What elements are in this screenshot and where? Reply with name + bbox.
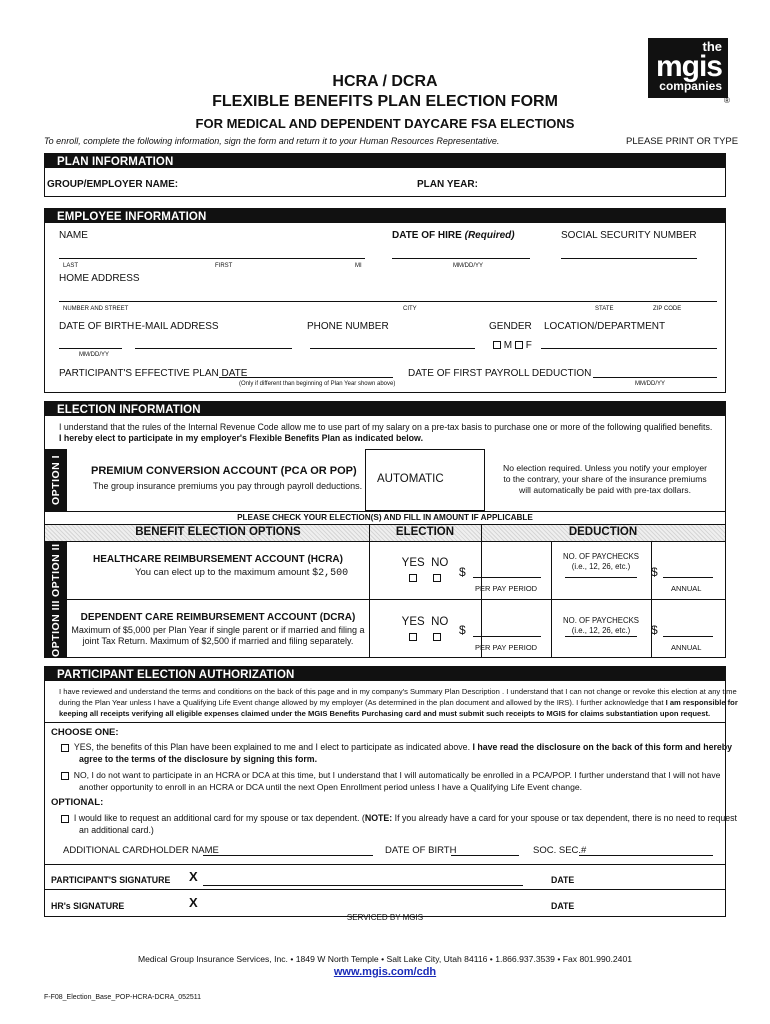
dcra-title: DEPENDENT CARE REIMBURSEMENT ACCOUNT (DCRA) — [80, 612, 356, 623]
dob-format-label: MM/DD/YY — [79, 352, 109, 358]
card-text-1b: NOTE: — [364, 813, 393, 823]
city-label: CITY — [403, 306, 417, 312]
hr-date-label: DATE — [551, 901, 575, 911]
ssn-field[interactable] — [561, 258, 697, 259]
dcra-paychecks-field[interactable] — [565, 636, 637, 637]
dcra-yes-label: YES — [401, 616, 425, 628]
addl-soc-field[interactable] — [579, 855, 713, 856]
plan-section — [44, 153, 726, 197]
dcra-sub-1: Maximum of $5,000 per Plan Year if single parent or if married and filing a — [71, 625, 365, 635]
hcra-max: $2,500 — [312, 568, 349, 579]
pca-note-2: to the contrary, your share of the insurance premiums — [503, 474, 707, 484]
gender-f-checkbox[interactable] — [515, 341, 523, 349]
pca-note-3: will automatically be paid with pre-tax dollars. — [519, 485, 691, 495]
auth-para-2a: during the Plan Year unless I have a Qualifying Life Event change allowed by my employer (As determined in the plan document and allowed by the IRS). I further acknowledge that — [59, 698, 664, 707]
hcra-annual-dollar: $ — [651, 565, 658, 579]
payroll-date-field[interactable] — [593, 377, 717, 378]
pca-note-1: No election required. Unless you notify your employer — [503, 463, 707, 473]
hcra-no-checkbox[interactable] — [433, 574, 441, 582]
name-field[interactable] — [59, 258, 365, 259]
ssn-label: SOCIAL SECURITY NUMBER — [561, 230, 697, 241]
plan-year-label: PLAN YEAR: — [417, 179, 478, 190]
title-line1: HCRA / DCRA — [332, 73, 438, 90]
hire-label — [392, 230, 515, 241]
election-para2: I hereby elect to participate in my employer's Flexible Benefits Plan as indicated below. — [59, 433, 424, 443]
hr-signature-x: X — [189, 895, 198, 910]
no-text-2: another opportunity to enroll in an HCRA or DCA until the next Open Enrollment period unless I have a Qualifying Life Event change. — [79, 782, 583, 792]
plan-header: PLAN INFORMATION — [45, 154, 725, 168]
yes-option — [61, 742, 732, 752]
home-address-label: HOME ADDRESS — [59, 273, 140, 284]
hcra-amount-field[interactable] — [473, 577, 541, 578]
logo-companies: companies — [659, 79, 722, 93]
hire-format-label: MM/DD/YY — [453, 263, 483, 269]
col-election: ELECTION — [395, 526, 455, 538]
serviced-by: SERVICED BY MGIS — [346, 913, 424, 922]
zip-label: ZIP CODE — [653, 306, 682, 312]
pca-automatic: AUTOMATIC — [377, 473, 444, 485]
check-note: PLEASE CHECK YOUR ELECTION(S) AND FILL IN AMOUNT IF APPLICABLE — [237, 513, 533, 522]
hcra-no-label: NO — [431, 557, 449, 569]
addl-dob-field[interactable] — [451, 855, 519, 856]
col-deduction: DEDUCTION — [568, 526, 638, 538]
dcra-amount-field[interactable] — [473, 636, 541, 637]
dcra-no-label: NO — [431, 616, 449, 628]
hire-date-field[interactable] — [392, 258, 530, 259]
yes-text-2: agree to the terms of the disclosure by signing this form. — [79, 754, 318, 764]
hire-label-text: DATE OF HIRE — [392, 230, 462, 241]
participant-signature-field[interactable] — [203, 885, 523, 886]
logo-mgis: mgis — [655, 50, 722, 83]
hcra-paychecks: NO. OF PAYCHECKS — [563, 552, 639, 561]
address-field[interactable] — [59, 301, 717, 302]
auth-para-2b: I am responsible for — [665, 698, 738, 707]
email-label: E-MAIL ADDRESS — [135, 321, 219, 332]
auth-section — [44, 666, 738, 917]
employee-header: EMPLOYEE INFORMATION — [45, 209, 725, 223]
footer-address: Medical Group Insurance Services, Inc. • 1849 W North Temple • Salt Lake City, Utah 84116 • 1.866.937.3539 • Fax 801.990.2401 — [137, 954, 633, 964]
hcra-yes-checkbox[interactable] — [409, 574, 417, 582]
print-note: PLEASE PRINT OR TYPE — [626, 136, 739, 147]
gender-m-checkbox[interactable] — [493, 341, 501, 349]
effective-date-field[interactable] — [219, 377, 393, 378]
option-1-tab: OPTION I — [45, 449, 67, 511]
no-option — [61, 770, 720, 780]
participant-signature-x: X — [189, 869, 198, 884]
election-para1: I understand that the rules of the Internal Revenue Code allow me to use part of my salary on a pre-tax basis to purchase one or more of the following qualified benefits. — [59, 422, 713, 432]
card-text-1c: If you already have a card for your spouse or tax dependent, there is no need to request — [392, 813, 737, 823]
yes-text-1a: YES, the benefits of this Plan have been explained to me and I elect to participate as indicated above. — [73, 742, 471, 752]
email-field[interactable] — [135, 348, 292, 349]
hr-signature-label: HR's SIGNATURE — [51, 901, 125, 911]
election-header: ELECTION INFORMATION — [45, 402, 725, 416]
no-text-1: NO, I do not want to participate in an HCRA or DCA at this time, but I understand that I will automatically be enrolled in a PCA/POP. I further understand that I will not have — [73, 770, 721, 780]
participant-signature-label: PARTICIPANT'S SIGNATURE — [51, 875, 171, 885]
hcra-yes-label: YES — [401, 557, 425, 569]
payroll-format-label: MM/DD/YY — [635, 381, 665, 387]
gender-m-label: M — [503, 340, 513, 351]
street-label: NUMBER AND STREET — [63, 306, 129, 312]
hcra-subtitle — [135, 567, 348, 579]
logo-registered: ® — [724, 96, 730, 105]
gender-label: GENDER — [489, 321, 532, 332]
first-label: FIRST — [215, 263, 233, 269]
card-option — [61, 813, 737, 823]
mi-label: MI — [355, 263, 362, 269]
pca-subtitle: The group insurance premiums you pay through payroll deductions. — [93, 481, 363, 491]
auth-para-3: keeping all receipts verifying all eligible expenses claimed under the MGIS Benefits Purchasing card and must submit such receipts to MGIS for claims substantiation upon request. — [59, 709, 711, 718]
footer-url[interactable]: www.mgis.com/cdh — [333, 966, 437, 978]
dob-field[interactable] — [59, 348, 122, 349]
dcra-per-pay: PER PAY PERIOD — [475, 643, 538, 652]
hire-required: (Required) — [464, 230, 515, 241]
hcra-sub-text: You can elect up to the maximum amount — [135, 567, 310, 578]
participant-date-label: DATE — [551, 875, 575, 885]
dcra-annual-field[interactable] — [663, 636, 713, 637]
auth-header: PARTICIPANT ELECTION AUTHORIZATION — [45, 667, 725, 681]
dob-label: DATE OF BIRTH — [59, 321, 135, 332]
hcra-per-pay: PER PAY PERIOD — [475, 584, 538, 593]
name-label: NAME — [59, 230, 88, 241]
gender-options — [493, 340, 532, 351]
addl-name-field[interactable] — [203, 855, 373, 856]
intro-text: To enroll, complete the following information, sign the form and return it to your Human Resources Representative. — [44, 136, 500, 146]
title-line2: FLEXIBLE BENEFITS PLAN ELECTION FORM — [212, 93, 558, 110]
hcra-annual-label: ANNUAL — [671, 584, 702, 593]
col-benefit: BENEFIT ELECTION OPTIONS — [135, 526, 301, 538]
effective-date-label: PARTICIPANT'S EFFECTIVE PLAN DATE — [59, 368, 248, 379]
optional-label: OPTIONAL: — [51, 797, 104, 808]
pca-title: PREMIUM CONVERSION ACCOUNT (PCA OR POP) — [91, 465, 357, 477]
addl-soc-label: SOC. SEC.# — [533, 845, 587, 856]
dcra-yes-checkbox[interactable] — [409, 633, 417, 641]
auth-para-2 — [59, 698, 738, 707]
hcra-paychecks-eg: (i.e., 12, 26, etc.) — [571, 562, 631, 571]
option-3-tab: OPTION III — [45, 600, 67, 658]
last-label: LAST — [63, 263, 79, 269]
dcra-no-checkbox[interactable] — [433, 633, 441, 641]
yes-checkbox[interactable] — [61, 744, 69, 752]
payroll-date-label: DATE OF FIRST PAYROLL DEDUCTION — [408, 368, 592, 379]
title-line3: FOR MEDICAL AND DEPENDENT DAYCARE FSA ELECTIONS — [195, 116, 575, 131]
location-label: LOCATION/DEPARTMENT — [544, 321, 666, 332]
dcra-annual-dollar: $ — [651, 623, 658, 637]
hcra-title: HEALTHCARE REIMBURSEMENT ACCOUNT (HCRA) — [93, 554, 343, 565]
employee-section — [44, 208, 726, 393]
card-text-1a: I would like to request an additional card for my spouse or tax dependent. ( — [73, 813, 365, 823]
group-employer-label: GROUP/EMPLOYER NAME: — [47, 179, 179, 190]
dcra-sub-2: joint Tax Return. Maximum of $2,500 if married and filing separately. — [82, 636, 354, 646]
addl-name-label: ADDITIONAL CARDHOLDER NAME — [63, 845, 219, 856]
hcra-annual-field[interactable] — [663, 577, 713, 578]
state-label: STATE — [595, 306, 614, 312]
hcra-paychecks-field[interactable] — [565, 577, 637, 578]
dcra-annual-label: ANNUAL — [671, 643, 702, 652]
election-section — [44, 401, 726, 658]
logo-the: the — [702, 39, 722, 54]
location-field[interactable] — [541, 348, 717, 349]
phone-label: PHONE NUMBER — [307, 321, 389, 332]
addl-dob-label: DATE OF BIRTH — [385, 845, 457, 856]
gender-f-label: F — [525, 340, 532, 351]
dcra-paychecks: NO. OF PAYCHECKS — [563, 616, 639, 625]
phone-field[interactable] — [310, 348, 475, 349]
option-2-tab: OPTION II — [45, 542, 67, 599]
dcra-paychecks-eg: (i.e., 12, 26, etc.) — [571, 626, 631, 635]
auth-para-1: I have reviewed and understand the terms and conditions on the back of this page and in my company's Summary Plan Description . I understand that I can not change or revoke this election at any time — [59, 687, 737, 696]
card-text-2: an additional card.) — [79, 825, 154, 835]
yes-text-1b: I have read the disclosure on the back of this form and hereby — [472, 742, 733, 752]
effective-note: (Only if different than beginning of Plan Year shown above) — [239, 381, 396, 387]
hcra-dollar: $ — [459, 565, 466, 579]
choose-one: CHOOSE ONE: — [51, 727, 119, 738]
form-code: F-F08_Election_Base_POP-HCRA-DCRA_052511 — [44, 994, 202, 1001]
card-checkbox[interactable] — [61, 815, 69, 823]
no-checkbox[interactable] — [61, 772, 69, 780]
dcra-dollar: $ — [459, 623, 466, 637]
